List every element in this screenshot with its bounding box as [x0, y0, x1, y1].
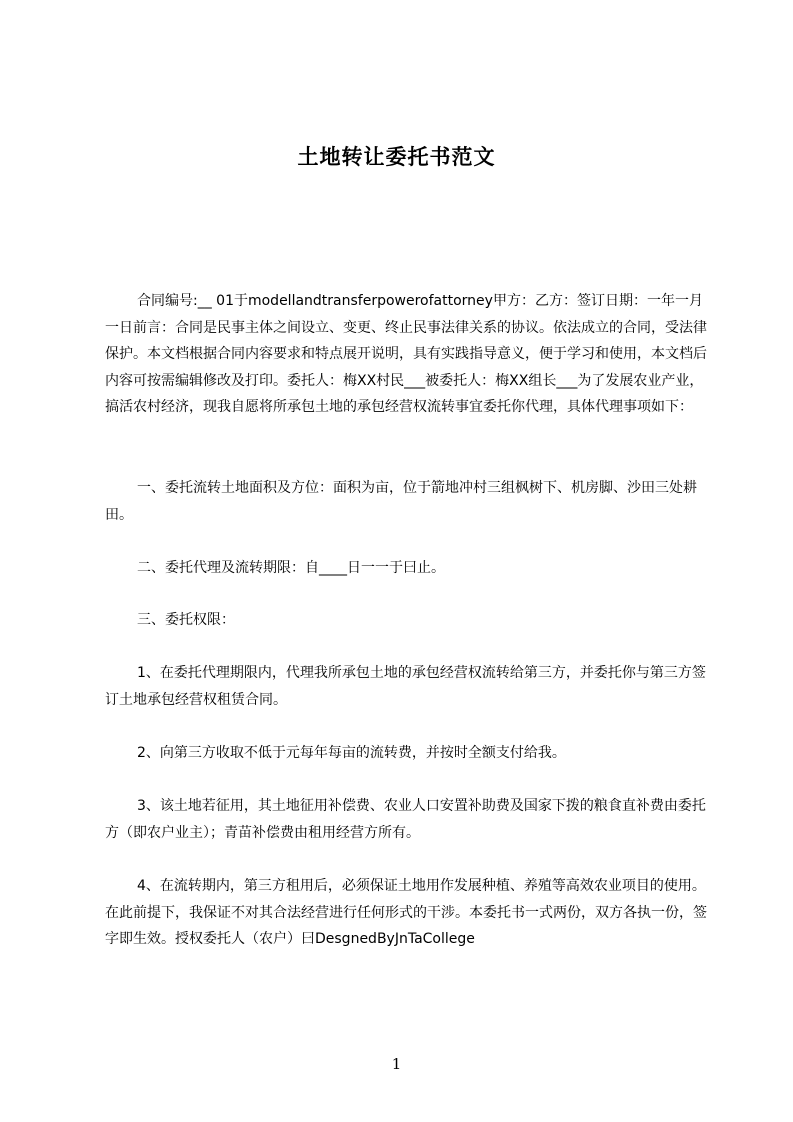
preamble-paragraph: 合同编号:__ 01于modellandtransferpowerofattorney甲方：乙方：签订日期：一年一月一日前言：合同是民事主体之间设立、变更、终止民事法律关系的协议。依法成立的合同，受法律保护。本文档根据合同内容要求和特点展开说明，具有实践指导意义，便于学习和使用，本文档后内容可按需编辑修改及打印。委托人：梅XX村民___被委托人：梅XX组长___为了发展农业产业，搞活农村经济，现我自愿将所承包土地的承包经营权流转事宜委托你代理，具体代理事项如下： — [105, 293, 707, 415]
clause-3-heading: 三、委托权限： — [137, 612, 235, 628]
clause-2-paragraph: 二、委托代理及流转期限：自____日一一于曰止。 — [137, 560, 445, 576]
authority-item-2: 2、向第三方收取不低于元每年每亩的流转费，并按时全额支付给我。 — [137, 745, 566, 761]
authority-item-1: 1、在委托代理期限内，代理我所承包土地的承包经营权流转给第三方，并委托你与第三方签订土地承包经营权租赁合同。 — [105, 665, 706, 708]
authority-item-4: 4、在流转期内，第三方租用后，必须保证土地用作发展种植、养殖等高效农业项目的使用。在此前提下，我保证不对其合法经营进行任何形式的干涉。本委托书一式两份，双方各执一份，签字即生效。授权委托人（农户）曰DesgnedByJnTaCollege — [105, 878, 707, 947]
clause-1-paragraph: 一、委托流转土地面积及方位：面积为亩，位于箭地冲村三组枫树下、机房脚、沙田三处耕田。 — [105, 480, 697, 523]
page-number: 1 — [391, 1055, 402, 1073]
authority-item-3: 3、该土地若征用，其土地征用补偿费、农业人口安置补助费及国家下拨的粮食直补费由委托方（即农户业主）；青苗补偿费由租用经营方所有。 — [105, 798, 706, 841]
document-title: 土地转让委托书范文 — [297, 145, 496, 169]
